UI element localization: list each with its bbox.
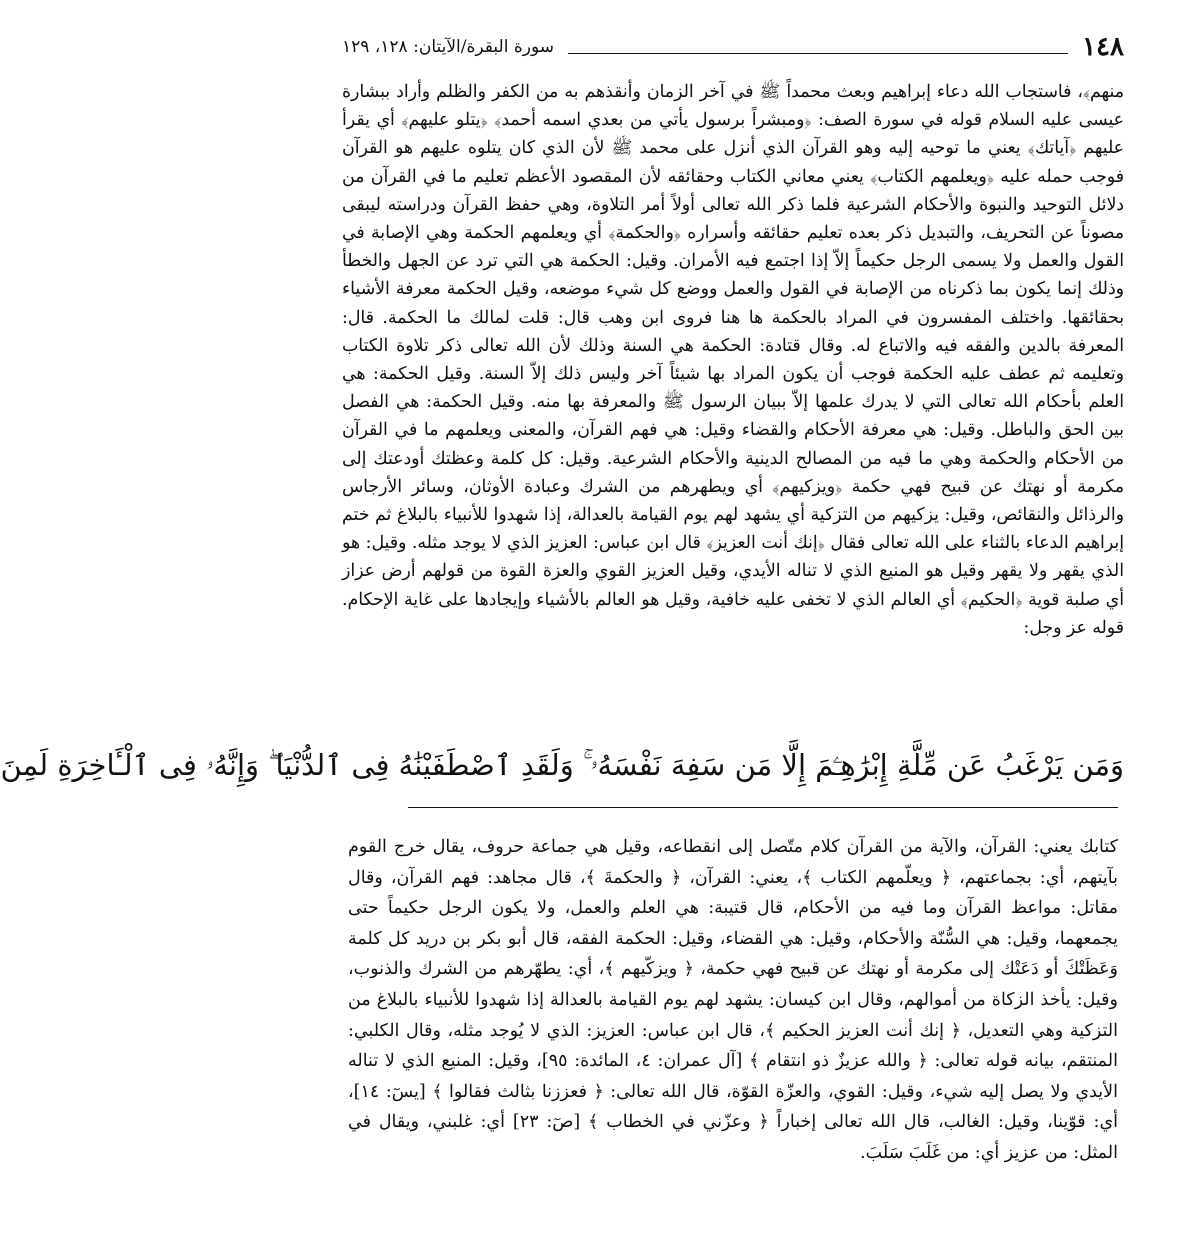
page-number: ١٤٨ [1082,32,1124,62]
footnotes-text [348,832,1118,1169]
footnote-paragraph: كتابك يعني: القرآن، والآية من القرآن كلام متّصل إلى انقطاعه، وقيل هي جماعة حروف، يقال خرج القوم بآيتهم، أي: بجماعتهم، ﴿ ويعلّمهم الكتاب ﴾، يعني: القرآن، ﴿ والحكمةَ ﴾، قال مجاهد: فهم القرآن، وقال مقاتل: مواعظ القرآن وما فيه من الأحكام، قال قتيبة: هي العلم والعمل، ولا يكون الرجل حكيماً حتى يجمعهما، وقيل: هي السُّنّة والأحكام، وقيل: هي القضاء، وقيل: الحكمة الفقه، قال أبو بكر بن دريد كل كلمة وَعَظَتْكَ أو دَعَتْك إلى مكرمة أو نهتك عن قبيح فهي حكمة، ﴿ ويزكّيهم ﴾، أي: يطهّرهم من الشرك والذنوب، وقيل: يأخذ الزكاة من أموالهم، وقال ابن كيسان: يشهد لهم يوم القيامة بالعدالة إذا شهدوا للأنبياء بالبلاغ من التزكية وهي التعديل، ﴿ إنك أنت العزيز الحكيم ﴾، قال ابن عباس: العزيز: الذي لا يُوجد مثله، وقال الكلبي: المنتقم، بيانه قوله تعالى: ﴿ والله عزيزٌ ذو انتقام ﴾ [آل عمران: ٤، المائدة: ٩٥]، وقيل: المنيع الذي لا تناله الأيدي ولا يصل إليه شيء، وقيل: القوي، والعزّة القوّة، قال الله تعالى: ﴿ فعززنا بثالث فقالوا ﴾ [يسٓ: ١٤]، أي: قوّينا، وقيل: الغالب، قال الله تعالى إخباراً ﴿ وعزّني في الخطاب ﴾ [صٓ: ٢٣] أي: غلبني، ويقال في المثل: من عزيز أي: من غَلَبَ سَلَبَ. [348,837,1119,1163]
running-title: سورة البقرة/الآيتان: ١٢٨، ١٢٩ [342,37,554,57]
commentary-text [342,78,1124,642]
header-rule [568,53,1068,54]
commentary-paragraph: منهم﴾، فاستجاب الله دعاء إبراهيم وبعث محمداً ﷺ في آخر الزمان وأنقذهم به من الكفر والظلم وأراد ببشارة عيسى عليه السلام قوله في سورة الصف: ﴿ومبشراً برسول يأتي من بعدي اسمه أحمد﴾ ﴿يتلو عليهم﴾ أي يقرأ عليهم ﴿آياتك﴾ يعني ما توحيه إليه وهو القرآن الذي أنزل على محمد ﷺ لأن الذي كان يتلوه عليهم هو القرآن فوجب حمله عليه ﴿ويعلمهم الكتاب﴾ يعني معاني الكتاب وحقائقه لأن المقصود الأعظم تعليم ما في القرآن من دلائل التوحيد والنبوة والأحكام الشرعية فلما ذكر الله تعالى أولاً أمر التلاوة، وهي حفظ القرآن ودراسته ليبقى مصوناً عن التحريف، والتبديل ذكر بعده تعليم حقائقه وأسراره ﴿والحكمة﴾ أي ويعلمهم الحكمة وهي الإصابة في القول والعمل ولا يسمى الرجل حكيماً إلاّ إذا اجتمع فيه الأمران. وقيل: الحكمة هي التي ترد عن الجهل والخطأ وذلك إنما يكون بما ذكرناه من الإصابة في القول والعمل ووضع كل شيء موضعه، وقيل الحكمة معرفة الأشياء بحقائقها. واختلف المفسرون في المراد بالحكمة ها هنا فروى ابن وهب قال: قلت لمالك ما الحكمة. قال: المعرفة بالدين والفقه فيه والاتباع له. وقال قتادة: الحكمة هي السنة وذلك لأن الله تعالى ذكر تلاوة الكتاب وتعليمه ثم عطف عليه الحكمة فوجب أن يكون المراد بها شيئاً آخر وليس ذلك إلاّ السنة. وقيل الحكمة: هي العلم بأحكام الله تعالى التي لا يدرك علمها إلاّ ببيان الرسول ﷺ والمعرفة بها منه. وقيل الحكمة: هي الفصل بين الحق والباطل. وقيل: هي معرفة الأحكام والقضاء وقيل: هي فهم القرآن، والمعنى ويعلمهم ما في القرآن من الأحكام والحكمة وهي ما فيه من المصالح الدينية والأحكام الشرعية. وقيل: كل كلمة وعظتك أودعتك إلى مكرمة أو نهتك عن قبيح فهي حكمة ﴿ويزكيهم﴾ أي ويطهرهم من الشرك وعبادة الأوثان، وسائر الأرجاس والرذائل والنقائص، وقيل: يزكيهم من التزكية أي يشهد لهم يوم القيامة بالعدالة، إذا شهدوا للأنبياء بالبلاغ ثم ختم إبراهيم الدعاء بالثناء على الله تعالى فقال ﴿إنك أنت العزيز﴾ قال ابن عباس: العزيز الذي لا يوجد مثله. وقيل: هو الذي يقهر ولا يقهر وقيل هو المنيع الذي لا تناله الأيدي، وقيل العزيز القوي والعزة القوة من قولهم أرض عزاز أي صلبة قوية ﴿الحكيم﴾ أي العالم الذي لا تخفى عليه خافية، وقيل هو العالم بالأشياء وإيجادها على غاية الإحكام. قوله عز وجل: [342,82,1124,638]
page-header [342,32,1124,62]
footnote-divider [408,807,1118,808]
quran-verse: وَمَن يَرْغَبُ عَن مِّلَّةِ إِبْرَٰهِـۧمَ إِلَّا مَن سَفِهَ نَفْسَهُۥ ۚ وَلَقَدِ ٱصْطَفَيْنَٰهُ فِى ٱلدُّنْيَا ۖ وَإِنَّهُۥ فِى ٱلْـَٔاخِرَةِ لَمِنَ [0,748,1124,782]
